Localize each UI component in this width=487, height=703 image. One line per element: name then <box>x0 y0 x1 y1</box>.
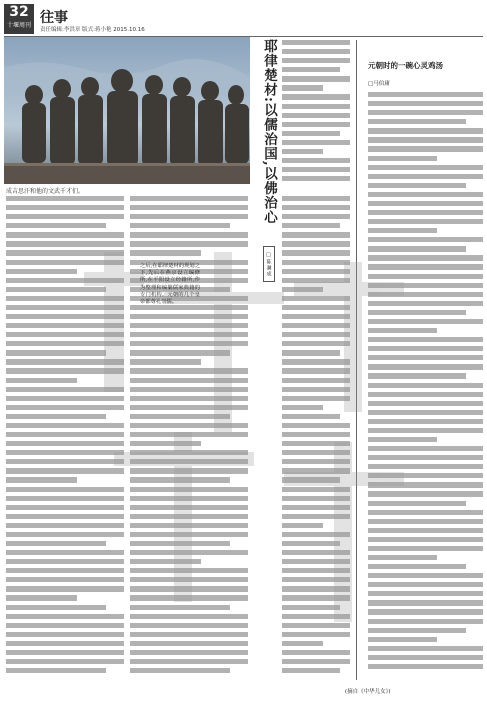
text-line <box>6 659 124 664</box>
text-line <box>6 487 124 492</box>
text-line <box>282 623 350 628</box>
text-line <box>6 260 124 265</box>
text-line <box>368 555 437 560</box>
pull-quote: 之后,在耶律楚材的规划之下,先后在燕京设立编修所,在平阳设立经籍所,作为整理和编纂儒家典籍的专门机构。元朝的几个皇帝都尊孔崇儒。 <box>140 263 200 306</box>
text-line <box>130 368 248 373</box>
column-divider <box>356 40 357 680</box>
text-line <box>6 332 124 337</box>
text-line <box>368 110 483 115</box>
text-line <box>368 655 483 660</box>
text-line <box>368 337 483 342</box>
text-line <box>368 582 483 587</box>
text-line <box>6 378 77 383</box>
issue-label: 十堰周刊 <box>6 22 31 29</box>
text-line <box>130 586 248 591</box>
text-line <box>368 201 483 206</box>
text-line <box>368 364 483 369</box>
text-line <box>368 237 483 242</box>
text-line <box>282 76 350 81</box>
text-line <box>368 410 483 415</box>
text-line <box>282 140 350 145</box>
text-line <box>368 437 437 442</box>
text-line <box>6 541 106 546</box>
text-line <box>368 419 483 424</box>
text-line <box>282 241 350 246</box>
text-line <box>368 619 483 624</box>
text-line <box>130 632 248 637</box>
text-line <box>130 250 201 255</box>
text-line <box>130 605 230 610</box>
text-line <box>130 341 248 346</box>
text-line <box>282 523 323 528</box>
text-line <box>368 646 483 651</box>
text-line <box>6 514 124 519</box>
text-line <box>282 468 350 473</box>
text-line <box>130 423 248 428</box>
text-line <box>368 183 466 188</box>
text-line <box>6 650 124 655</box>
text-line <box>6 577 124 582</box>
text-line <box>130 441 201 446</box>
text-line <box>130 232 248 237</box>
text-line <box>6 350 106 355</box>
text-line <box>130 387 248 392</box>
text-line <box>130 641 248 646</box>
text-line <box>130 414 230 419</box>
text-line <box>282 158 350 163</box>
text-line <box>6 396 124 401</box>
text-line <box>282 296 350 301</box>
text-line <box>282 568 350 573</box>
text-line <box>6 595 77 600</box>
text-line <box>368 600 483 605</box>
text-line <box>282 332 350 337</box>
text-line <box>282 405 323 410</box>
text-line <box>130 450 248 455</box>
text-line <box>282 287 323 292</box>
text-line <box>6 477 77 482</box>
text-line <box>130 541 230 546</box>
text-line <box>368 274 483 279</box>
text-line <box>282 223 340 228</box>
text-line <box>130 614 248 619</box>
text-line <box>282 214 350 219</box>
text-line <box>282 260 350 265</box>
text-line <box>282 94 350 99</box>
text-line <box>6 250 124 255</box>
text-line <box>368 292 483 297</box>
text-line <box>282 577 350 582</box>
text-line <box>368 328 437 333</box>
text-line <box>282 131 340 136</box>
text-line <box>368 383 483 388</box>
text-line <box>6 523 124 528</box>
text-line <box>6 368 124 373</box>
text-line <box>282 459 350 464</box>
text-line <box>368 664 483 669</box>
text-line <box>130 496 248 501</box>
text-line <box>6 232 124 237</box>
text-line <box>368 491 483 496</box>
text-line <box>282 85 323 90</box>
statue-group-image <box>4 37 250 184</box>
editor-line: 责任编辑:李洪章 版式:蒋小艳 2015.10.16 <box>40 27 145 33</box>
text-line <box>130 487 248 492</box>
text-line <box>6 641 124 646</box>
text-line <box>282 514 350 519</box>
text-line <box>368 192 483 197</box>
text-line <box>6 269 77 274</box>
text-line <box>368 373 466 378</box>
text-line <box>6 387 124 392</box>
text-line <box>368 528 483 533</box>
text-line <box>130 568 248 573</box>
text-line <box>368 210 483 215</box>
text-line <box>282 650 350 655</box>
text-line <box>130 405 248 410</box>
text-line <box>130 577 248 582</box>
text-line <box>368 537 483 542</box>
text-line <box>368 519 483 524</box>
text-line <box>130 477 230 482</box>
text-line <box>282 113 350 118</box>
text-line <box>130 214 248 219</box>
text-line <box>6 223 106 228</box>
text-line <box>368 501 466 506</box>
text-line <box>130 659 248 664</box>
text-line <box>130 523 248 528</box>
text-line <box>368 119 466 124</box>
text-line <box>282 350 340 355</box>
text-line <box>282 659 350 664</box>
text-line <box>368 401 483 406</box>
text-line <box>6 450 124 455</box>
page-header <box>0 0 487 40</box>
text-line <box>282 641 323 646</box>
text-line <box>368 392 483 397</box>
text-line <box>282 450 350 455</box>
article-title: 耶律楚材:以儒治国,以佛治心 <box>261 39 277 225</box>
text-line <box>6 623 124 628</box>
text-line <box>282 122 350 127</box>
body-column-3-top <box>282 40 350 190</box>
text-line <box>282 432 350 437</box>
text-line <box>282 614 350 619</box>
text-line <box>368 319 483 324</box>
text-line <box>282 505 350 510</box>
text-line <box>6 423 124 428</box>
text-line <box>6 341 124 346</box>
text-line <box>6 632 124 637</box>
text-line <box>282 314 350 319</box>
text-line <box>368 482 483 487</box>
text-line <box>368 92 483 97</box>
section-name: 往事 <box>40 10 68 26</box>
text-line <box>6 287 106 292</box>
text-line <box>368 346 483 351</box>
article-author: □陈澜成 <box>263 246 275 282</box>
text-line <box>6 559 124 564</box>
text-line <box>6 432 124 437</box>
text-line <box>6 278 124 283</box>
text-line <box>130 459 248 464</box>
text-line <box>6 205 124 210</box>
text-line <box>368 628 466 633</box>
side-article-title: 元朝时的一碗心灵鸡汤 <box>368 61 443 70</box>
text-line <box>6 496 124 501</box>
text-line <box>282 605 340 610</box>
text-line <box>282 595 350 600</box>
text-line <box>282 586 350 591</box>
text-line <box>6 614 124 619</box>
text-line <box>368 128 483 133</box>
text-line <box>368 609 483 614</box>
text-line <box>130 468 248 473</box>
text-line <box>130 396 248 401</box>
text-line <box>130 332 248 337</box>
text-line <box>130 532 248 537</box>
text-line <box>6 296 124 301</box>
photo-caption: 成吉思汗和他的文武千才们。 <box>6 188 85 195</box>
text-line <box>6 414 106 419</box>
text-line <box>282 40 350 45</box>
text-line <box>6 468 124 473</box>
text-line <box>6 359 124 364</box>
text-line <box>6 196 124 201</box>
side-body-column <box>368 92 483 682</box>
text-line <box>282 423 350 428</box>
text-line <box>282 269 350 274</box>
body-column-1 <box>6 196 124 681</box>
text-line <box>368 464 483 469</box>
text-line <box>282 205 350 210</box>
text-line <box>282 49 350 54</box>
text-line <box>282 323 350 328</box>
text-line <box>368 301 483 306</box>
text-line <box>368 473 483 478</box>
text-line <box>368 637 437 642</box>
footer-source: (摘自《中华儿女》) <box>345 689 391 695</box>
text-line <box>282 378 350 383</box>
text-line <box>368 446 483 451</box>
text-line <box>368 156 437 161</box>
text-line <box>130 623 248 628</box>
text-line <box>282 341 350 346</box>
text-line <box>130 559 201 564</box>
historical-photo <box>4 37 250 184</box>
text-line <box>282 532 350 537</box>
text-line <box>368 310 466 315</box>
text-line <box>6 214 124 219</box>
text-line <box>368 573 483 578</box>
text-line <box>282 104 350 109</box>
text-line <box>368 564 466 569</box>
text-line <box>368 510 483 515</box>
text-line <box>130 350 230 355</box>
text-line <box>130 595 248 600</box>
text-line <box>368 591 483 596</box>
text-line <box>6 568 124 573</box>
text-line <box>282 387 350 392</box>
text-line <box>6 459 124 464</box>
text-line <box>368 228 437 233</box>
text-line <box>282 414 340 419</box>
text-line <box>6 668 106 673</box>
text-line <box>368 246 466 251</box>
text-line <box>130 505 248 510</box>
text-line <box>368 165 483 170</box>
text-line <box>368 283 483 288</box>
text-line <box>130 432 248 437</box>
text-line <box>368 255 483 260</box>
text-line <box>282 541 340 546</box>
text-line <box>6 241 124 246</box>
text-line <box>6 405 124 410</box>
text-line <box>368 101 483 106</box>
text-line <box>6 305 124 310</box>
text-line <box>282 477 340 482</box>
text-line <box>282 550 350 555</box>
text-line <box>282 441 350 446</box>
text-line <box>368 455 483 460</box>
text-line <box>130 359 201 364</box>
text-line <box>368 546 483 551</box>
text-line <box>282 58 350 63</box>
text-line <box>368 264 483 269</box>
text-line <box>368 355 483 360</box>
text-line <box>130 323 248 328</box>
text-line <box>282 278 350 283</box>
text-line <box>6 441 124 446</box>
text-line <box>130 650 248 655</box>
text-line <box>282 368 350 373</box>
text-line <box>130 550 248 555</box>
text-line <box>6 605 106 610</box>
text-line <box>282 232 350 237</box>
text-line <box>282 176 350 181</box>
text-line <box>130 378 248 383</box>
text-line <box>6 586 124 591</box>
text-line <box>282 559 350 564</box>
text-line <box>282 149 323 154</box>
issue-badge <box>4 4 34 34</box>
text-line <box>282 250 350 255</box>
text-line <box>6 532 124 537</box>
side-article-author: □马伯庸 <box>368 81 390 87</box>
text-line <box>282 167 350 172</box>
text-line <box>282 668 340 673</box>
text-line <box>6 550 124 555</box>
issue-number: 32 <box>9 4 29 20</box>
text-line <box>6 505 124 510</box>
text-line <box>6 323 124 328</box>
text-line <box>6 314 124 319</box>
text-line <box>282 67 340 72</box>
text-line <box>282 196 350 201</box>
text-line <box>282 396 350 401</box>
text-line <box>282 496 350 501</box>
text-line <box>130 514 248 519</box>
text-line <box>368 174 483 179</box>
text-line <box>368 146 483 151</box>
text-line <box>368 137 483 142</box>
text-line <box>282 487 350 492</box>
text-line <box>130 205 248 210</box>
text-line <box>368 428 483 433</box>
text-line <box>130 241 248 246</box>
text-line <box>130 223 230 228</box>
text-line <box>130 196 248 201</box>
body-column-3 <box>282 196 350 681</box>
text-line <box>368 219 483 224</box>
text-line <box>130 668 230 673</box>
text-line <box>282 359 350 364</box>
text-line <box>282 305 350 310</box>
text-line <box>282 632 350 637</box>
